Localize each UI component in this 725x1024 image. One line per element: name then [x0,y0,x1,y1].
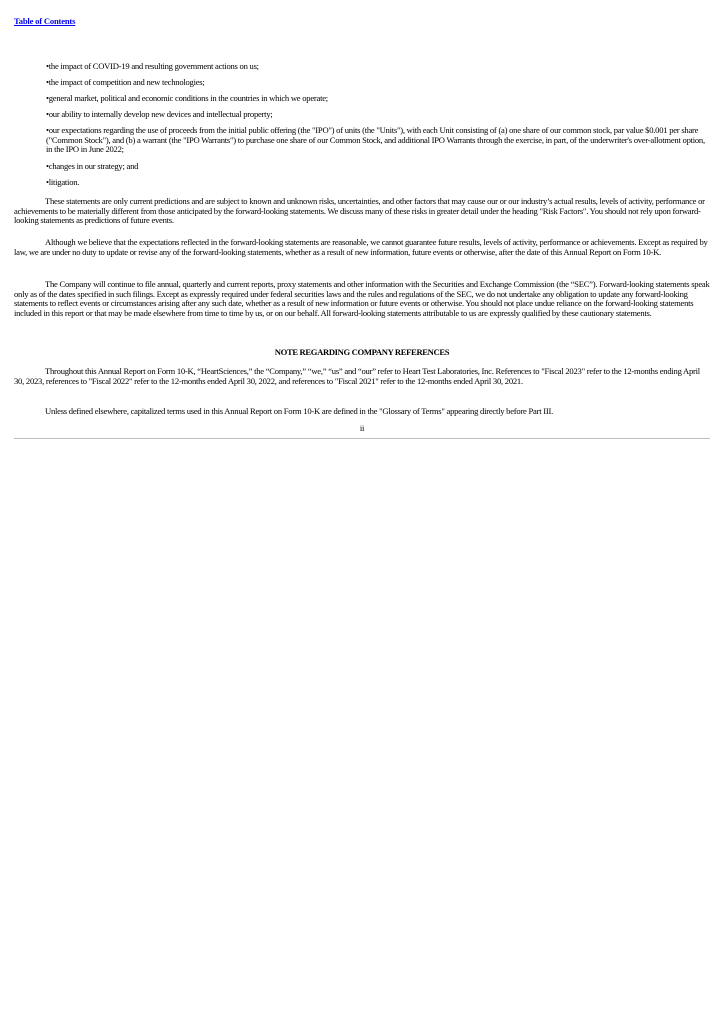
page-number: ii [359,423,365,433]
section-heading: NOTE REGARDING COMPANY REFERENCES [274,347,450,357]
list-item: •the impact of competition and new technologies; [46,77,205,87]
page-divider [14,438,710,439]
paragraph-expectations: Although we believe that the expectations reflected in the forward-looking statements are reasonable, we cannot guarantee future results, levels of activity, performance or achievements. Except as required by law, we are under no duty to update or revise any of the forward-looking statements, whether as a result of new information, future events or otherwise, after the date of this Annual Report on Form 10-K. [14,237,708,257]
list-item: •our expectations regarding the use of proceeds from the initial public offering (the "IPO") of units (the "Units"), with each Unit consisting of (a) one share of our common stock, par value $0.001 per share ("Common Stock"), and (b) a warrant (the "IPO Warrants") to purchase one share of our Common Stock, and additional IPO Warrants through the exercise, in part, of the underwriter's over-allotment option, in the IPO in June 2022; [46,125,705,155]
paragraph-sec-filings: The Company will continue to file annual, quarterly and current reports, proxy statements and other information with the Securities and Exchange Commission (the “SEC”). Forward-looking statements speak only as of the dates specified in such filings. Except as expressly required under federal securities laws and the rules and regulations of the SEC, we do not undertake any obligation to update any forward-looking statements to reflect events or circumstances arising after any such date, whether as a result of new information or future events or otherwise. You should not place undue reliance on the forward-looking statements included in this report or that may be made elsewhere from time to time by us, or on our behalf. All forward-looking statements attributable to us are expressly qualified by these cautionary statements. [14,279,710,318]
list-item: •the impact of COVID-19 and resulting government actions on us; [46,61,259,71]
paragraph-risk-statement: These statements are only current predictions and are subject to known and unknown risks, uncertainties, and other factors that may cause our or our industry’s actual results, levels of activity, performance or achievements to be materially different from those anticipated by the forward-looking statements. We discuss many of these risks in greater detail under the heading "Risk Factors". You should not rely upon forward-looking statements as predictions of future events. [14,196,705,226]
paragraph-company-references: Throughout this Annual Report on Form 10-K, “HeartSciences,” the “Company,” “we,” “us” and “our” refer to Heart Test Laboratories, Inc. References to "Fiscal 2023" refer to the 12-months ending April 30, 2023, references to "Fiscal 2022" refer to the 12-months ended April 30, 2022, and references to "Fiscal 2021" refer to the 12-months ended April 30, 2021. [14,366,700,386]
paragraph-glossary: Unless defined elsewhere, capitalized terms used in this Annual Report on Form 10-K are defined in the "Glossary of Terms" appearing directly before Part III. [45,406,553,416]
list-item: •litigation. [46,177,80,187]
table-of-contents-link[interactable]: Table of Contents [14,16,76,26]
list-item: •changes in our strategy; and [46,161,139,171]
list-item: •our ability to internally develop new devices and intellectual property; [46,109,273,119]
list-item: •general market, political and economic conditions in the countries in which we operate; [46,93,328,103]
